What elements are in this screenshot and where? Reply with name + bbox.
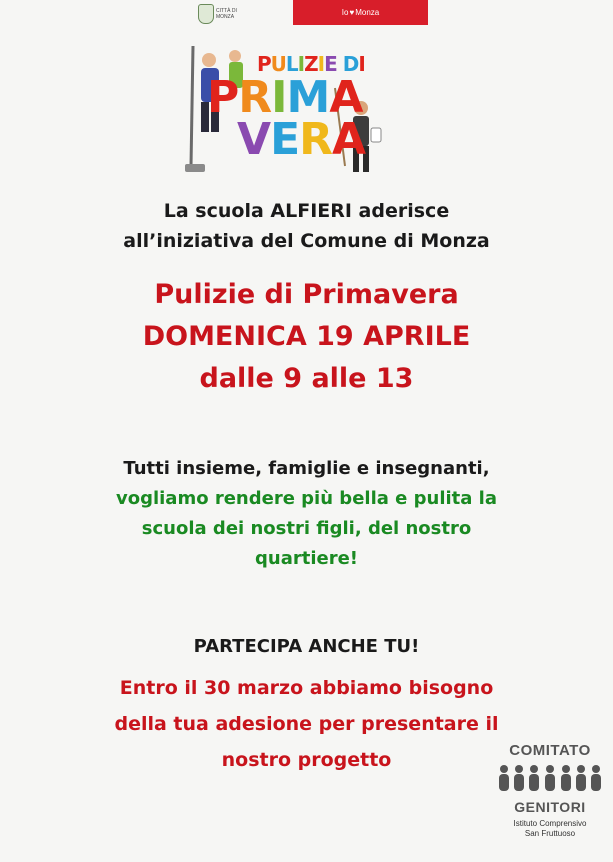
logo-line-2: PRIMA bbox=[207, 72, 363, 123]
event-details bbox=[0, 274, 613, 400]
logo-line-1: PULIZIE DI bbox=[257, 52, 365, 76]
city-crest-icon bbox=[198, 4, 214, 24]
event-time: dalle 9 alle 13 bbox=[199, 363, 414, 394]
intro-line-2: all’iniziativa del Comune di Monza bbox=[123, 230, 490, 252]
banner-suffix: Monza bbox=[355, 8, 380, 17]
comitato-title: COMITATO bbox=[509, 742, 591, 759]
together-line-1: Tutti insieme, famiglie e insegnanti, bbox=[123, 458, 490, 479]
intro-text bbox=[0, 196, 613, 256]
people-row-icon bbox=[494, 762, 606, 792]
heart-icon: ♥ bbox=[349, 8, 355, 17]
together-message bbox=[0, 454, 613, 574]
logo-line-3: VERA bbox=[237, 114, 366, 165]
banner-prefix: Io bbox=[341, 8, 349, 17]
city-label: CITTÀ DI MONZA bbox=[216, 8, 237, 20]
together-line-2: vogliamo rendere più bella e pulita la bbox=[115, 488, 498, 509]
comitato-genitori-logo bbox=[494, 742, 606, 852]
institute-line-1: Istituto Comprensivo bbox=[513, 819, 587, 828]
io-amo-monza-banner bbox=[293, 0, 428, 25]
header bbox=[0, 0, 613, 28]
deadline-line-2: della tua adesione per presentare il bbox=[114, 713, 499, 735]
event-date: DOMENICA 19 APRILE bbox=[142, 321, 471, 352]
together-line-4: quartiere! bbox=[255, 548, 358, 569]
intro-line-1: La scuola ALFIERI aderisce bbox=[163, 200, 450, 222]
deadline-line-3: nostro progetto bbox=[221, 749, 392, 771]
institute-line-2: San Fruttuoso bbox=[524, 829, 576, 838]
city-of-monza-logo bbox=[196, 2, 246, 24]
comitato-subtitle: GENITORI bbox=[514, 799, 586, 815]
call-to-action: PARTECIPA ANCHE TU! bbox=[193, 636, 420, 657]
together-line-3: scuola dei nostri figli, del nostro bbox=[141, 518, 472, 539]
event-name: Pulizie di Primavera bbox=[154, 279, 459, 310]
deadline-line-1: Entro il 30 marzo abbiamo bisogno bbox=[119, 677, 494, 699]
pulizie-di-primavera-logo bbox=[185, 38, 385, 178]
